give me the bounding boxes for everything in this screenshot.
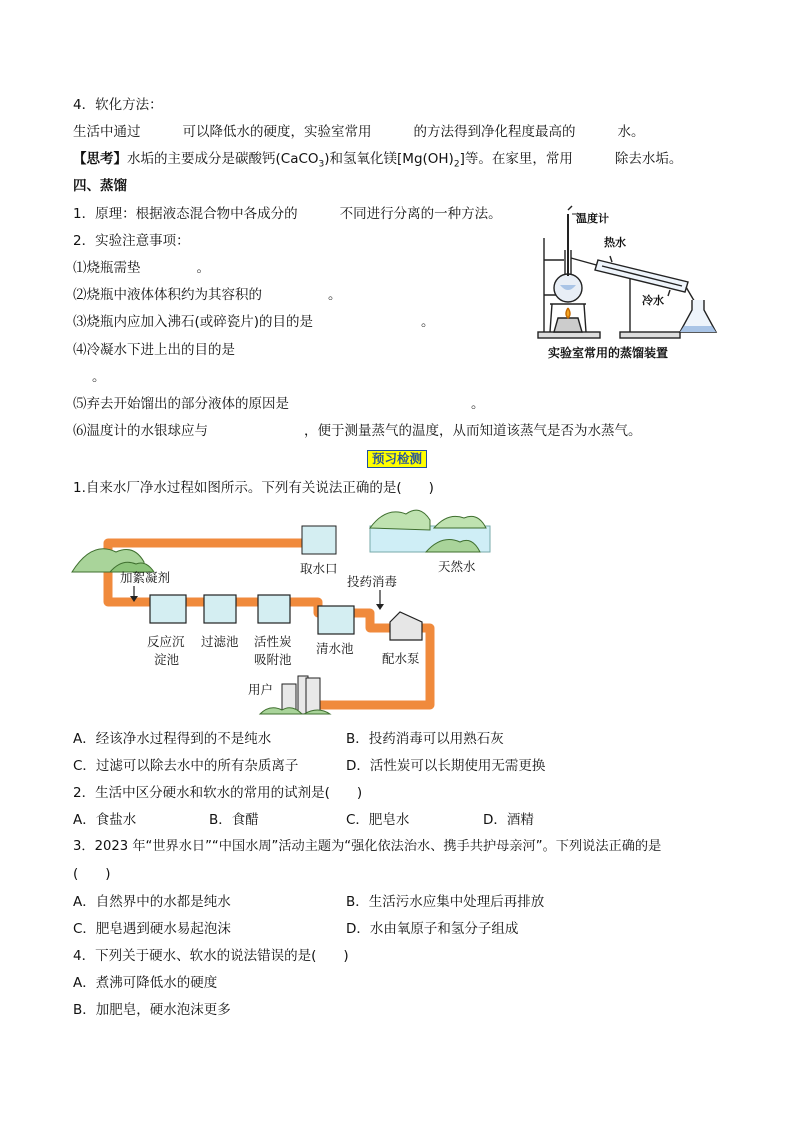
- carbon-tank-label-1: 活性炭: [254, 634, 292, 649]
- q2-option-c[interactable]: C．肥皂水: [346, 812, 410, 828]
- natural-water-label: 天然水: [438, 559, 476, 574]
- intake-label: 取水口: [300, 561, 338, 576]
- cold-water-label: 冷水: [642, 294, 664, 307]
- q3-stem-bracket: ( ): [73, 866, 111, 882]
- settling-tank-label-1: 反应沉: [147, 634, 185, 649]
- dosing-label: 投药消毒: [347, 574, 398, 589]
- q4-option-a[interactable]: A．煮沸可降低水的硬度: [73, 975, 218, 991]
- q1-option-d[interactable]: D．活性炭可以长期使用无需更换: [346, 758, 546, 774]
- clear-tank-label: 清水池: [316, 641, 354, 656]
- q3-option-d[interactable]: D．水由氧原子和氢分子组成: [346, 921, 519, 937]
- note-6: ⑹温度计的水银球应与 ，便于测量蒸气的温度，从而知道该蒸气是否为水蒸气。: [73, 423, 642, 439]
- q3-stem: 3．2023 年“世界水日”“中国水周”活动主题为“强化依法治水、携手共护母亲河”。下列说法正确的是: [73, 839, 662, 854]
- settling-tank-label-2: 淀池: [154, 652, 180, 667]
- water-treatment-diagram: [70, 500, 500, 722]
- q4-option-b[interactable]: B．加肥皂，硬水泡沫更多: [73, 1002, 231, 1018]
- distillation-apparatus-figure: [520, 200, 720, 365]
- softening-line: 生活中通过 可以降低水的硬度，实验室常用 的方法得到净化程度最高的 水。: [73, 124, 645, 140]
- user-label: 用户: [248, 682, 274, 697]
- q3-option-a[interactable]: A．自然界中的水都是纯水: [73, 894, 231, 910]
- preview-check-badge: 预习检测: [367, 450, 427, 468]
- q2-stem: 2．生活中区分硬水和软水的常用的试剂是( ): [73, 785, 363, 801]
- q1-option-b[interactable]: B．投药消毒可以用熟石灰: [346, 731, 504, 747]
- note-5: ⑸弃去开始馏出的部分液体的原因是 。: [73, 396, 485, 412]
- softening-title: 4．软化方法：: [73, 97, 163, 113]
- flocculant-label: 加絮凝剂: [120, 570, 171, 585]
- think-line: 【思考】水垢的主要成分是碳酸钙(CaCO$_3$)和氢氧化镁$[Mg(OH)_2]$等。在家里，常用 除去水垢。: [73, 151, 683, 170]
- q2-option-d[interactable]: D．酒精: [483, 812, 534, 828]
- hot-water-label: 热水: [604, 236, 626, 249]
- note-2: ⑵烧瓶中液体体积约为其容积的 。: [73, 287, 342, 303]
- q4-stem: 4．下列关于硬水、软水的说法错误的是( ): [73, 948, 349, 964]
- note-4-end: 。: [92, 369, 106, 385]
- filter-tank-label: 过滤池: [201, 634, 239, 649]
- q1-option-c[interactable]: C．过滤可以除去水中的所有杂质离子: [73, 758, 299, 774]
- q2-option-a[interactable]: A．食盐水: [73, 812, 137, 828]
- apparatus-caption: 实验室常用的蒸馏装置: [548, 346, 669, 360]
- q1-stem: 1.自来水厂净水过程如图所示。下列有关说法正确的是( ): [73, 480, 434, 496]
- note-1: ⑴烧瓶需垫 。: [73, 260, 210, 276]
- thermometer-label: 温度计: [576, 212, 609, 225]
- notes-heading: 2．实验注意事项：: [73, 233, 190, 249]
- q2-option-b[interactable]: B．食醋: [209, 812, 259, 828]
- q3-option-c[interactable]: C．肥皂遇到硬水易起泡沫: [73, 921, 231, 937]
- principle-line: 1．原理：根据液态混合物中各成分的 不同进行分离的一种方法。: [73, 206, 502, 222]
- carbon-tank-label-2: 吸附池: [254, 652, 292, 667]
- note-4: ⑷冷凝水下进上出的目的是: [73, 342, 235, 358]
- q3-option-b[interactable]: B．生活污水应集中处理后再排放: [346, 894, 545, 910]
- note-3: ⑶烧瓶内应加入沸石(或碎瓷片)的目的是 。: [73, 314, 435, 330]
- pump-label: 配水泵: [382, 651, 420, 666]
- think-tag: 【思考】: [73, 151, 127, 167]
- distillation-heading: 四、蒸馏: [73, 178, 127, 194]
- q1-option-a[interactable]: A．经该净水过程得到的不是纯水: [73, 731, 272, 747]
